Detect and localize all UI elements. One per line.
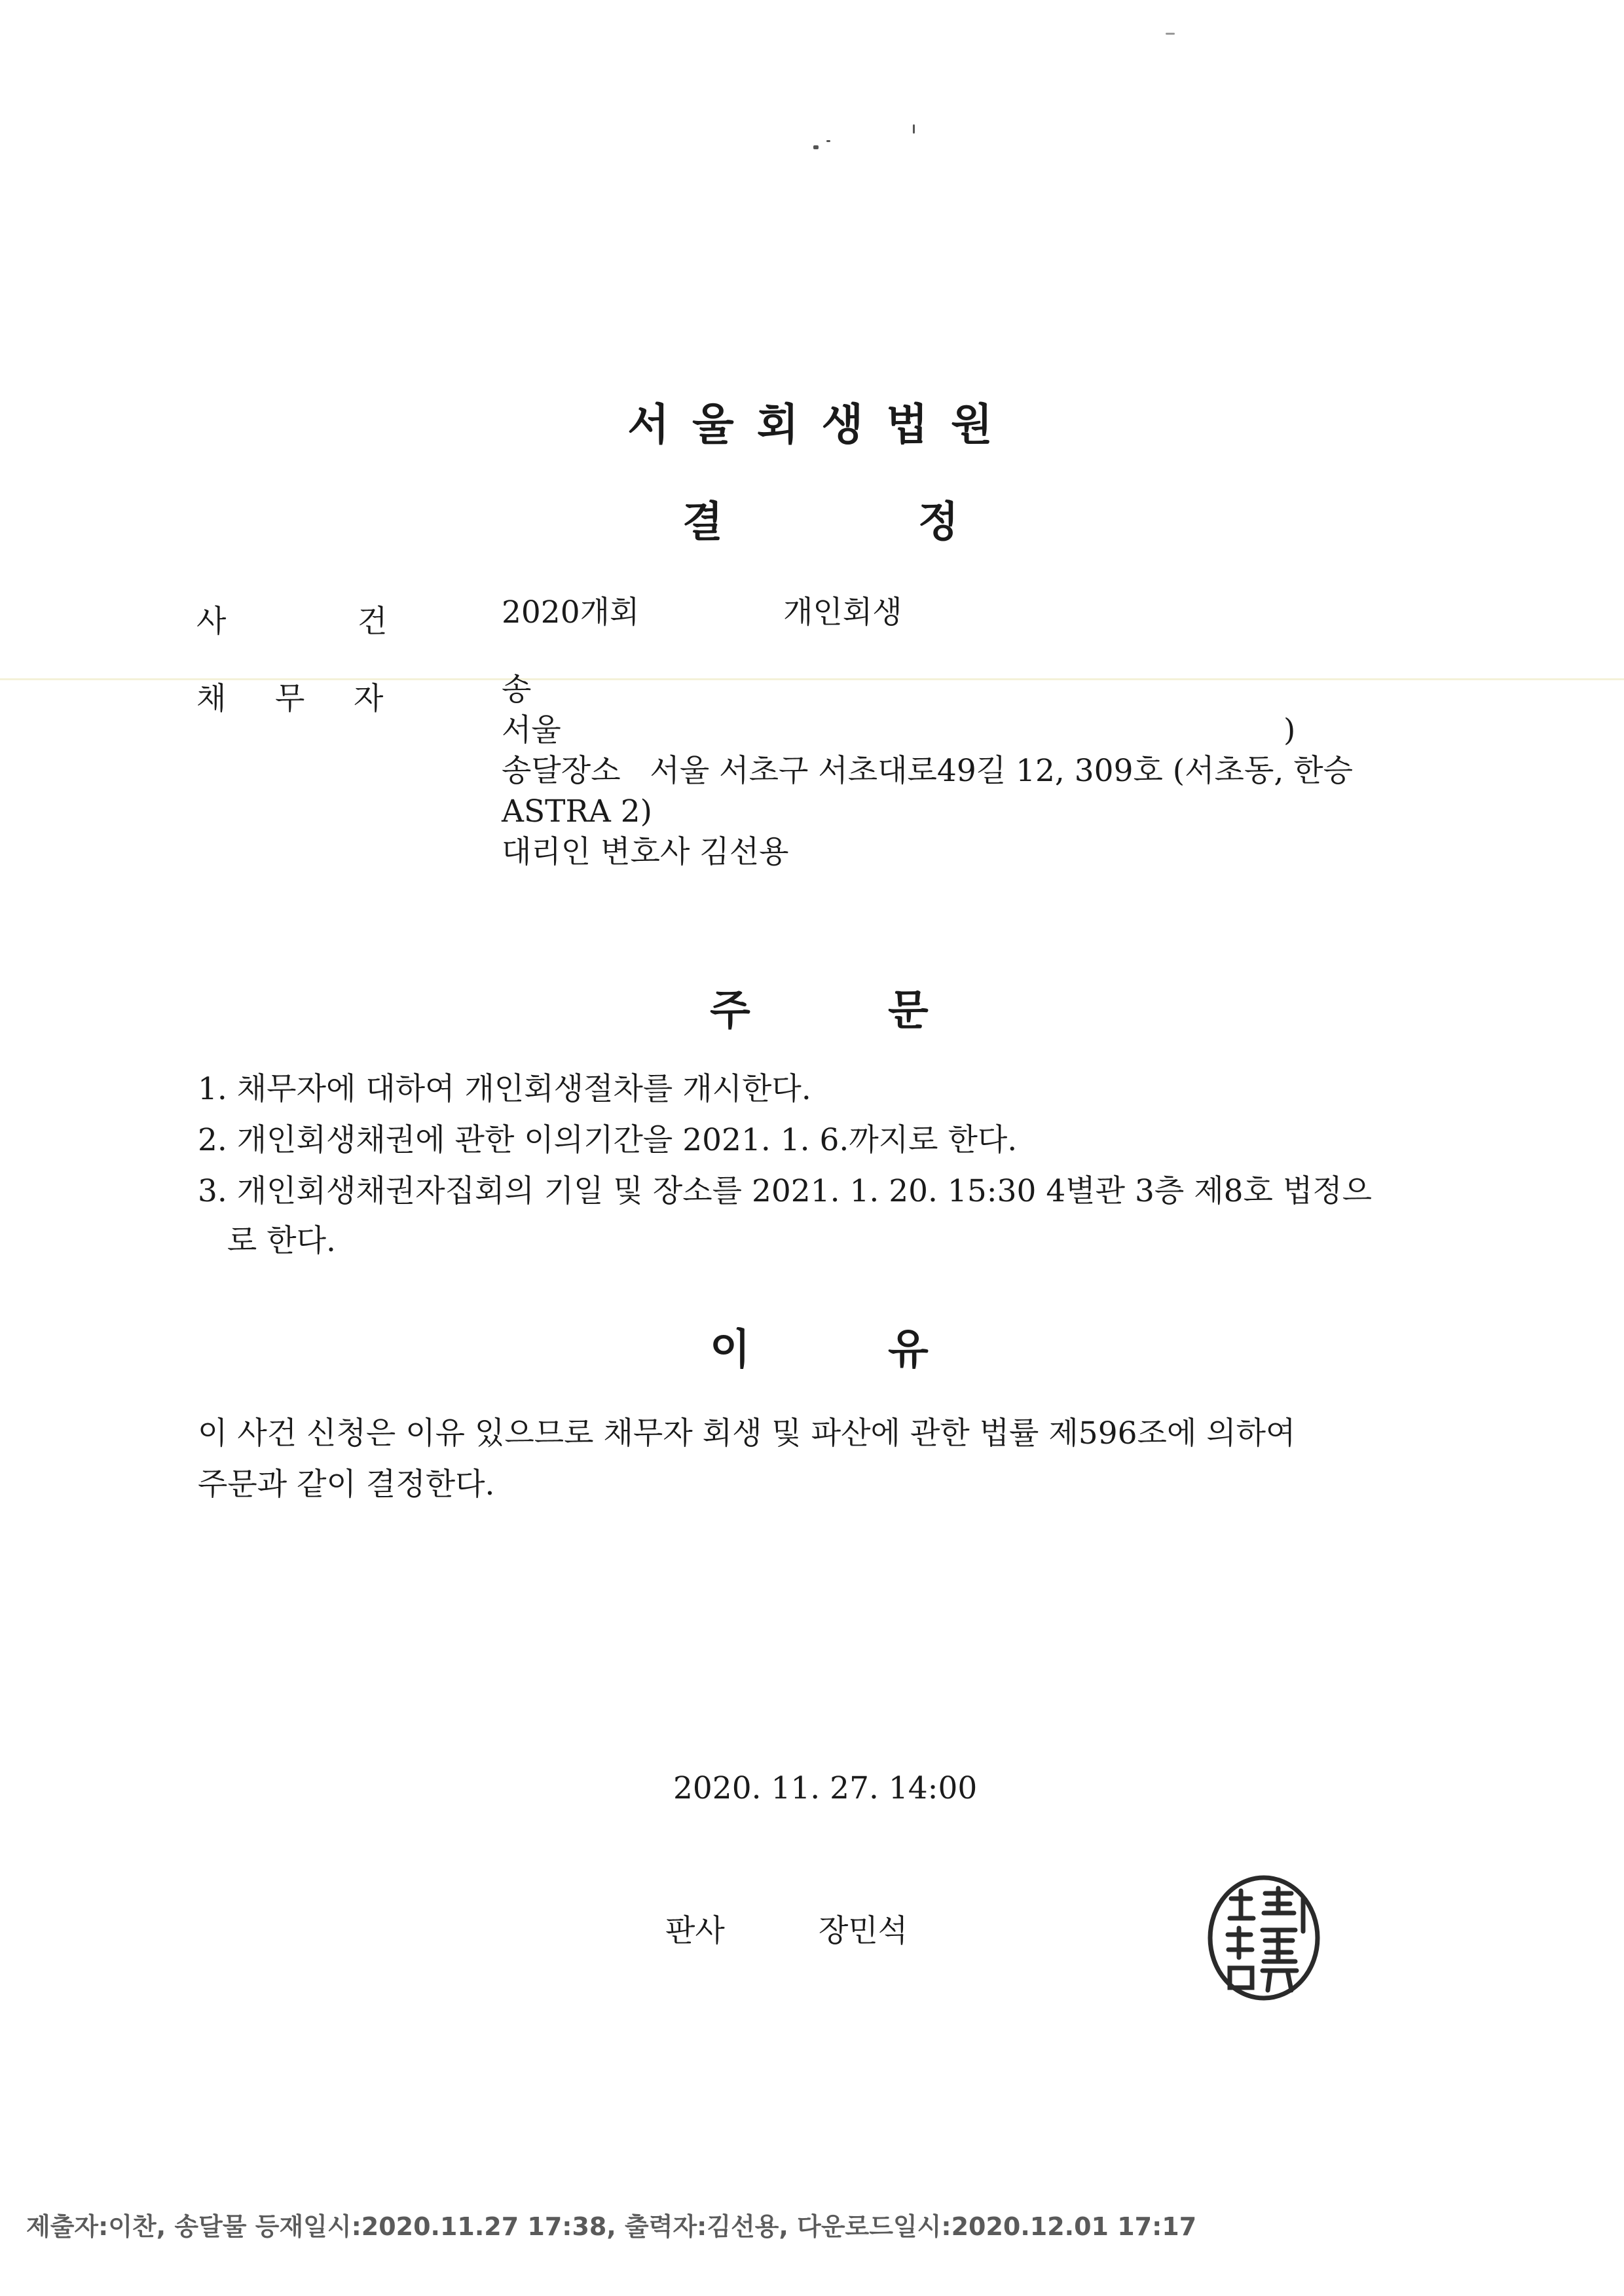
court-name: 서 울 회 생 법 원 (627, 399, 997, 450)
debtor-address: 서울 (502, 712, 561, 748)
order-heading-right: 문 (888, 987, 929, 1035)
debtor-agent: 대리인 변호사 김선용 (502, 834, 789, 870)
reason-text-line1: 이 사건 신청은 이유 있으므로 채무자 회생 및 파산에 관한 법률 제596조에 의하여 (198, 1415, 1296, 1451)
scan-speckle (1166, 33, 1175, 35)
scan-speckle (913, 124, 915, 134)
debtor-address-close: ) (1283, 712, 1296, 748)
order-item: 1. 채무자에 대하여 개인회생절차를 개시한다. (198, 1071, 811, 1107)
delivery-address-line2: ASTRA 2) (502, 793, 652, 829)
debtor-name: 송 (502, 672, 532, 708)
judge-seal-stamp (1205, 1872, 1323, 2003)
reason-heading-left: 이 (710, 1326, 750, 1374)
order-item: 2. 개인회생채권에 관한 이의기간을 2021. 1. 6.까지로 한다. (198, 1122, 1018, 1158)
judge-title: 판사 (665, 1913, 725, 1949)
judge-name: 장민석 (819, 1913, 908, 1949)
debtor-label-char: 자 (354, 681, 384, 717)
case-type: 개인회생 (783, 594, 902, 630)
order-item-continuation: 로 한다. (198, 1223, 336, 1259)
document-footer: 제출자:이찬, 송달물 등재일시:2020.11.27 17:38, 출력자:김선용, 다운로드일시:2020.12.01 17:17 (26, 2212, 1197, 2241)
order-heading-left: 주 (710, 987, 750, 1035)
decision-date: 2020. 11. 27. 14:00 (673, 1770, 978, 1806)
delivery-address-line1: 송달장소 서울 서초구 서초대로49길 12, 309호 (서초동, 한승 (502, 753, 1354, 789)
debtor-label-char: 채 (196, 681, 227, 717)
case-label-char: 사 (196, 604, 227, 640)
scan-speckle (826, 140, 830, 142)
case-number-prefix: 2020개회 (502, 594, 640, 630)
reason-text-line2: 주문과 같이 결정한다. (198, 1467, 495, 1503)
decision-title-left: 결 (682, 498, 723, 547)
debtor-label-char: 무 (275, 681, 305, 717)
case-label-char: 건 (358, 604, 388, 640)
scan-fold-line (0, 678, 1624, 680)
reason-heading-right: 유 (888, 1326, 929, 1374)
order-item: 3. 개인회생채권자집회의 기일 및 장소를 2021. 1. 20. 15:30 4별관 3층 제8호 법정으 (198, 1173, 1373, 1209)
scan-speckle (813, 145, 819, 149)
decision-title-right: 정 (918, 498, 959, 547)
